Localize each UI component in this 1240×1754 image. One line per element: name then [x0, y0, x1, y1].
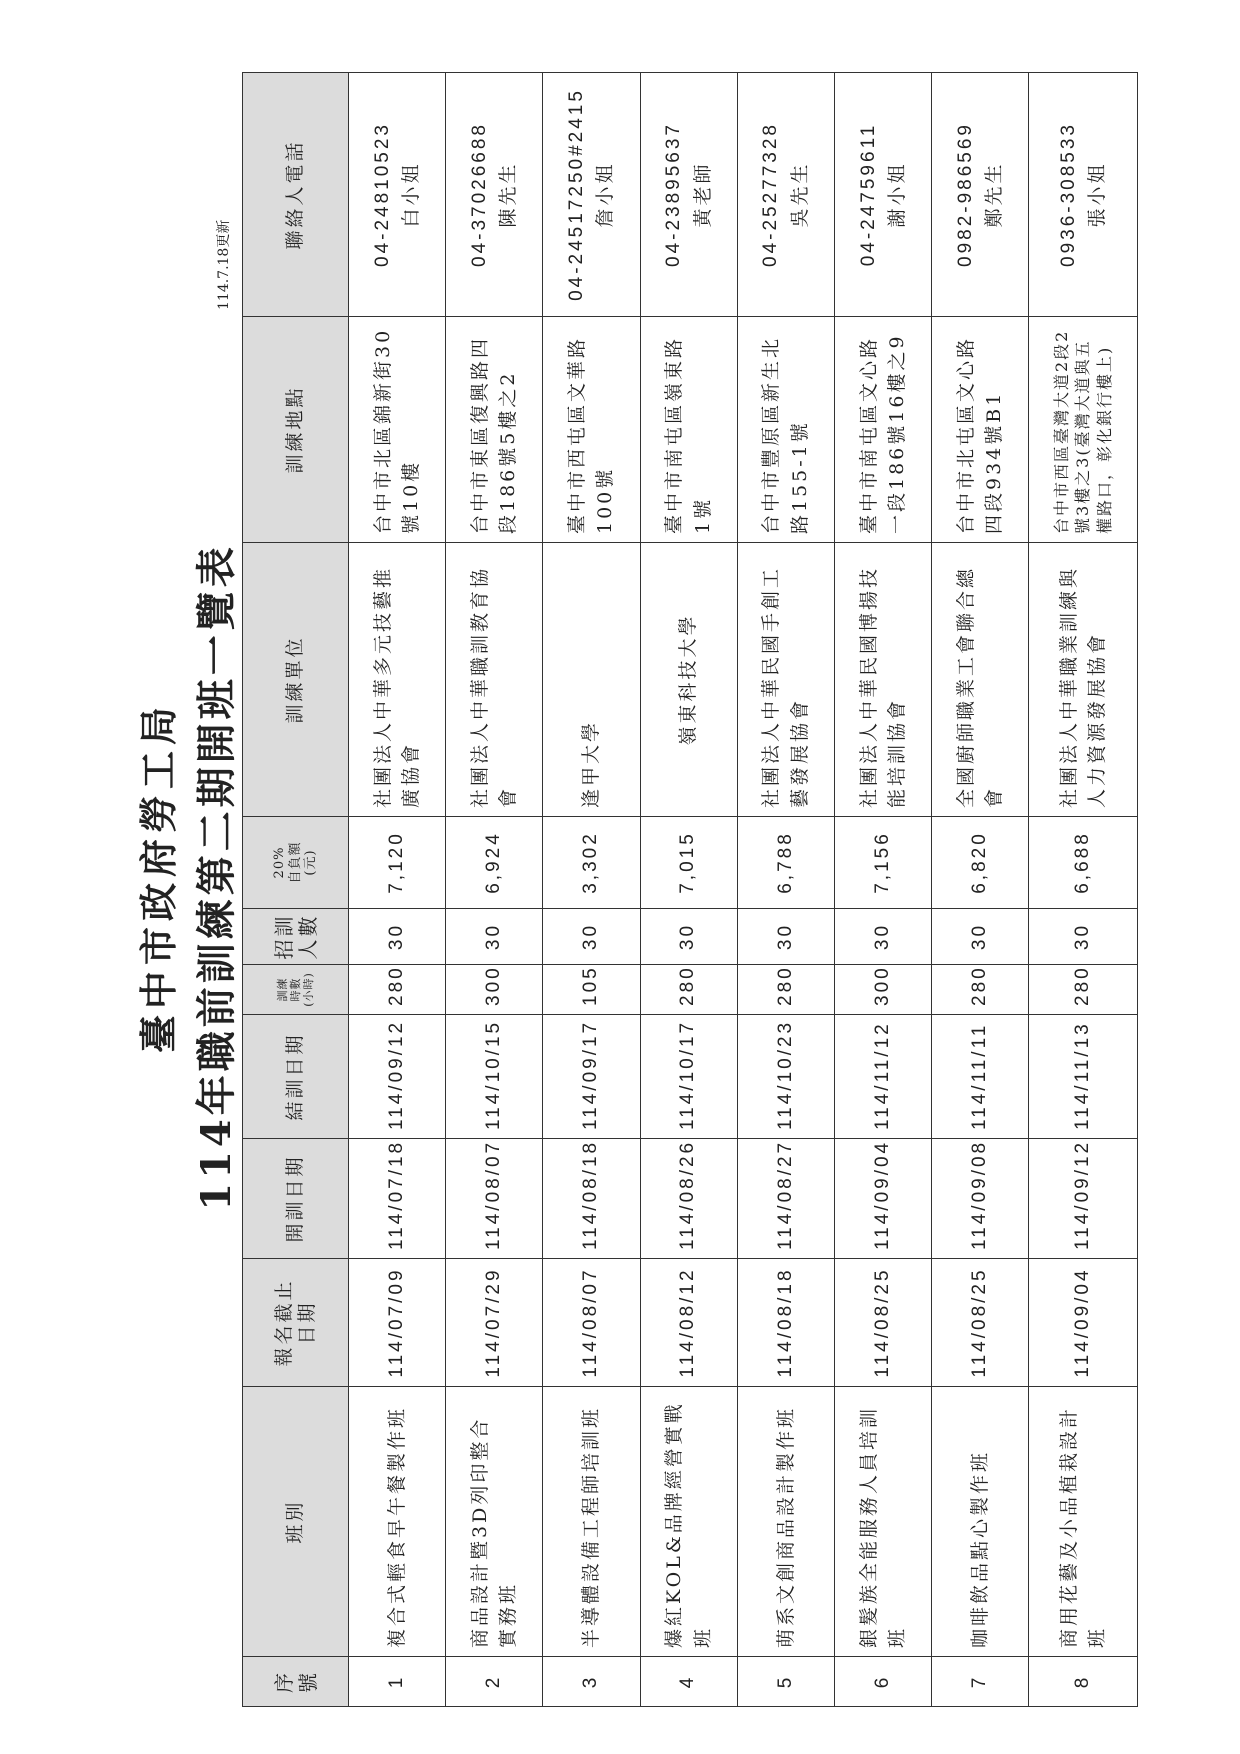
row-self-pay: 6,788	[737, 817, 834, 909]
row-class-name: 商用花藝及小品植栽設計班	[1029, 1387, 1138, 1657]
row-class-name: 爆紅KOL&品牌經營實戰班	[640, 1387, 737, 1657]
row-end-date: 114/10/23	[737, 1015, 834, 1139]
contact-person: 謝小姐	[886, 161, 909, 228]
row-self-pay: 6,688	[1029, 817, 1138, 909]
agency-title: 臺中市政府勞工局	[136, 701, 181, 1054]
row-contact	[1029, 73, 1138, 317]
row-contact	[737, 73, 834, 317]
row-location: 台中市西區臺灣大道2段2號3樓之3(臺灣大道與五權路口，彰化銀行樓上)	[1029, 317, 1138, 543]
contact-phone: 04-24759611	[857, 122, 879, 267]
row-index: 8	[1029, 1657, 1138, 1707]
row-registration-deadline: 114/07/29	[446, 1259, 543, 1387]
row-enrollment: 30	[446, 909, 543, 965]
row-index: 3	[543, 1657, 640, 1707]
row-location: 臺中市南屯區文心路一段186號16樓之9	[834, 317, 931, 543]
header-start-date: 開訓日期	[243, 1139, 349, 1259]
row-start-date: 114/08/26	[640, 1139, 737, 1259]
contact-phone: 04-25277328	[760, 122, 782, 267]
table-row	[446, 73, 543, 1707]
row-end-date: 114/11/13	[1029, 1015, 1138, 1139]
row-index: 6	[834, 1657, 931, 1707]
contact-person: 鄭先生	[983, 161, 1006, 228]
row-end-date: 114/11/11	[932, 1015, 1029, 1139]
row-training-hours: 280	[349, 965, 446, 1015]
row-class-name: 銀髮族全能服務人員培訓班	[834, 1387, 931, 1657]
row-start-date: 114/09/08	[932, 1139, 1029, 1259]
table-row	[1029, 73, 1138, 1707]
row-end-date: 114/10/17	[640, 1015, 737, 1139]
row-enrollment: 30	[543, 909, 640, 965]
table-header-row	[243, 73, 349, 1707]
row-training-hours: 105	[543, 965, 640, 1015]
row-registration-deadline: 114/08/07	[543, 1259, 640, 1387]
header-contact: 聯絡人電話	[243, 73, 349, 317]
row-end-date: 114/09/12	[349, 1015, 446, 1139]
row-registration-deadline: 114/09/04	[1029, 1259, 1138, 1387]
row-organizer: 社團法人中華民國手創工藝發展協會	[737, 543, 834, 817]
row-contact	[640, 73, 737, 317]
row-class-name: 萌系文創商品設計製作班	[737, 1387, 834, 1657]
table-row	[834, 73, 931, 1707]
header-registration-deadline: 報名截止 日期	[243, 1259, 349, 1387]
row-class-name: 商品設計暨3D列印整合實務班	[446, 1387, 543, 1657]
header-organizer: 訓練單位	[243, 543, 349, 817]
row-self-pay: 7,015	[640, 817, 737, 909]
row-class-name: 複合式輕食早午餐製作班	[349, 1387, 446, 1657]
row-registration-deadline: 114/08/25	[834, 1259, 931, 1387]
row-self-pay: 6,924	[446, 817, 543, 909]
row-start-date: 114/08/07	[446, 1139, 543, 1259]
row-self-pay: 7,156	[834, 817, 931, 909]
row-training-hours: 280	[737, 965, 834, 1015]
row-registration-deadline: 114/08/12	[640, 1259, 737, 1387]
table-row	[349, 73, 446, 1707]
row-enrollment: 30	[932, 909, 1029, 965]
table-row	[737, 73, 834, 1707]
row-location: 台中市北屯區文心路四段934號B1	[932, 317, 1029, 543]
contact-phone: 04-23895637	[663, 122, 685, 267]
contact-person: 吳先生	[788, 161, 811, 228]
row-end-date: 114/09/17	[543, 1015, 640, 1139]
row-enrollment: 30	[737, 909, 834, 965]
row-index: 4	[640, 1657, 737, 1707]
row-registration-deadline: 114/07/09	[349, 1259, 446, 1387]
header-enrollment: 招訓 人數	[243, 909, 349, 965]
row-start-date: 114/08/18	[543, 1139, 640, 1259]
row-location: 台中市北區錦新街30號10樓	[349, 317, 446, 543]
row-location: 臺中市南屯區嶺東路1號	[640, 317, 737, 543]
row-self-pay: 6,820	[932, 817, 1029, 909]
contact-person: 張小姐	[1086, 161, 1109, 228]
table-row	[543, 73, 640, 1707]
document-title: 114年職前訓練第二期開班一覽表	[193, 543, 240, 1211]
row-enrollment: 30	[834, 909, 931, 965]
row-organizer: 嶺東科技大學	[640, 543, 737, 817]
row-contact	[349, 73, 446, 317]
row-contact	[543, 73, 640, 317]
row-contact	[834, 73, 931, 317]
row-organizer: 全國廚師職業工會聯合總會	[932, 543, 1029, 817]
contact-phone: 0982-986569	[954, 122, 976, 267]
row-location: 台中市東區復興路四段186號5樓之2	[446, 317, 543, 543]
row-class-name: 半導體設備工程師培訓班	[543, 1387, 640, 1657]
row-organizer: 社團法人中華職訓教育協會	[446, 543, 543, 817]
row-contact	[932, 73, 1029, 317]
row-start-date: 114/07/18	[349, 1139, 446, 1259]
row-start-date: 114/08/27	[737, 1139, 834, 1259]
row-contact	[446, 73, 543, 317]
contact-person: 陳先生	[497, 161, 520, 228]
row-start-date: 114/09/12	[1029, 1139, 1138, 1259]
header-self-pay: 20% 自負額 (元)	[243, 817, 349, 909]
row-enrollment: 30	[349, 909, 446, 965]
contact-phone: 04-24517250#2415	[565, 88, 587, 301]
row-training-hours: 300	[446, 965, 543, 1015]
class-schedule-table	[242, 72, 1138, 1707]
row-end-date: 114/10/15	[446, 1015, 543, 1139]
contact-person: 白小姐	[400, 161, 423, 228]
row-training-hours: 280	[640, 965, 737, 1015]
row-class-name: 咖啡飲品點心製作班	[932, 1387, 1029, 1657]
row-enrollment: 30	[1029, 909, 1138, 965]
contact-person: 黃老師	[691, 161, 714, 228]
contact-phone: 04-24810523	[371, 122, 393, 267]
row-self-pay: 7,120	[349, 817, 446, 909]
header-end-date: 結訓日期	[243, 1015, 349, 1139]
row-organizer: 社團法人中華民國博揚技能培訓協會	[834, 543, 931, 817]
header-training-hours: 訓練 時數 (小時)	[243, 965, 349, 1015]
contact-person: 詹小姐	[594, 161, 617, 228]
row-training-hours: 300	[834, 965, 931, 1015]
row-index: 1	[349, 1657, 446, 1707]
table-row	[932, 73, 1029, 1707]
row-training-hours: 280	[932, 965, 1029, 1015]
row-location: 臺中市西屯區文華路100號	[543, 317, 640, 543]
row-registration-deadline: 114/08/18	[737, 1259, 834, 1387]
row-organizer: 逢甲大學	[543, 543, 640, 817]
row-index: 7	[932, 1657, 1029, 1707]
header-location: 訓練地點	[243, 317, 349, 543]
update-note: 114.7.18更新	[216, 219, 232, 310]
row-self-pay: 3,302	[543, 817, 640, 909]
contact-phone: 04-37026688	[468, 122, 490, 267]
row-training-hours: 280	[1029, 965, 1138, 1015]
row-organizer: 社團法人中華職業訓練與人力資源發展協會	[1029, 543, 1138, 817]
row-end-date: 114/11/12	[834, 1015, 931, 1139]
row-location: 台中市豐原區新生北路155-1號	[737, 317, 834, 543]
contact-phone: 0936-308533	[1057, 122, 1079, 267]
row-enrollment: 30	[640, 909, 737, 965]
row-registration-deadline: 114/08/25	[932, 1259, 1029, 1387]
table-row	[640, 73, 737, 1707]
row-index: 2	[446, 1657, 543, 1707]
row-start-date: 114/09/04	[834, 1139, 931, 1259]
header-index: 序 號	[243, 1657, 349, 1707]
row-organizer: 社團法人中華多元技藝推廣協會	[349, 543, 446, 817]
row-index: 5	[737, 1657, 834, 1707]
header-class-name: 班別	[243, 1387, 349, 1657]
